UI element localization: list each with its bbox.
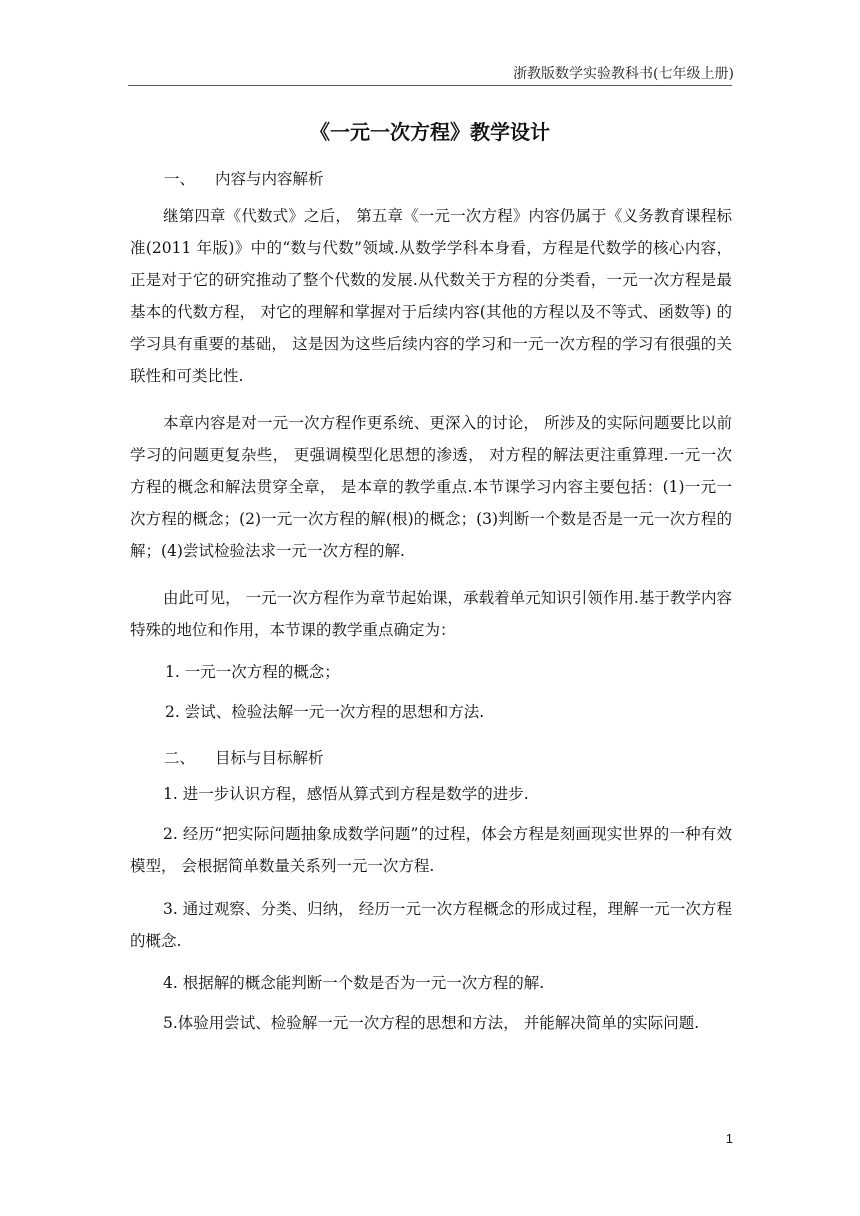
section-number: 一、: [164, 170, 196, 188]
list-item: 1. 一元一次方程的概念；: [165, 663, 340, 681]
paragraph: 本章内容是对一元一次方程作更系统、更深入的讨论， 所涉及的实际问题要比以前学习的问题更复杂些， 更强调模型化思想的渗透， 对方程的解法更注重算理.一元一次方程的概念和解法贯穿全章， 是本章的教学重点.本节课学习内容主要包括：(1)一元一次方程的概念；(2)一元一次方程的解(根)的概念；(3)判断一个数是否是一元一次方程的解；(4)尝试检验法求一元一次方程的解.: [130, 414, 732, 560]
section-number: 二、: [164, 749, 196, 767]
section-heading-text: 目标与目标解析: [215, 749, 324, 767]
section-heading-2: [164, 746, 324, 768]
paragraph: 由此可见， 一元一次方程作为章节起始课，承载着单元知识引领作用.基于教学内容特殊的地位和作用，本节课的教学重点确定为：: [130, 589, 732, 639]
running-header: 浙教版数学实验教科书(七年级上册): [513, 66, 734, 82]
document-title: 《一元一次方程》教学设计: [310, 120, 550, 144]
paragraph: 继第四章《代数式》之后， 第五章《一元一次方程》内容仍属于《义务教育课程标准(2011 年版)》中的“数与代数”领域.从数学学科本身看，方程是代数学的核心内容， 正是对于它的研究推动了整个代数的发展.从代数关于方程的分类看，一元一次方程是最基本的代数方程， 对它的理解和掌握对于后续内容(其他的方程以及不等式、函数等) 的学习具有重要的基础， 这是因为这些后续内容的学习和一元一次方程的学习有很强的关联性和可类比性.: [130, 207, 732, 385]
list-item: 1. 进一步认识方程，感悟从算式到方程是数学的进步.: [163, 785, 529, 803]
section-heading-1: [164, 167, 324, 189]
page-number: 1: [725, 1131, 733, 1146]
header-rule: [128, 85, 732, 86]
section-heading-text: 内容与内容解析: [215, 170, 324, 188]
list-item: 5.体验用尝试、检验解一元一次方程的思想和方法， 并能解决简单的实际问题.: [163, 1014, 700, 1032]
list-item: 4. 根据解的概念能判断一个数是否为一元一次方程的解.: [163, 974, 545, 992]
list-item: 2. 经历“把实际问题抽象成数学问题”的过程，体会方程是刻画现实世界的一种有效模型， 会根据简单数量关系列一元一次方程.: [130, 825, 732, 875]
list-item: 3. 通过观察、分类、归纳， 经历一元一次方程概念的形成过程，理解一元一次方程的概念.: [130, 900, 732, 950]
list-item: 2. 尝试、检验法解一元一次方程的思想和方法.: [165, 703, 485, 721]
